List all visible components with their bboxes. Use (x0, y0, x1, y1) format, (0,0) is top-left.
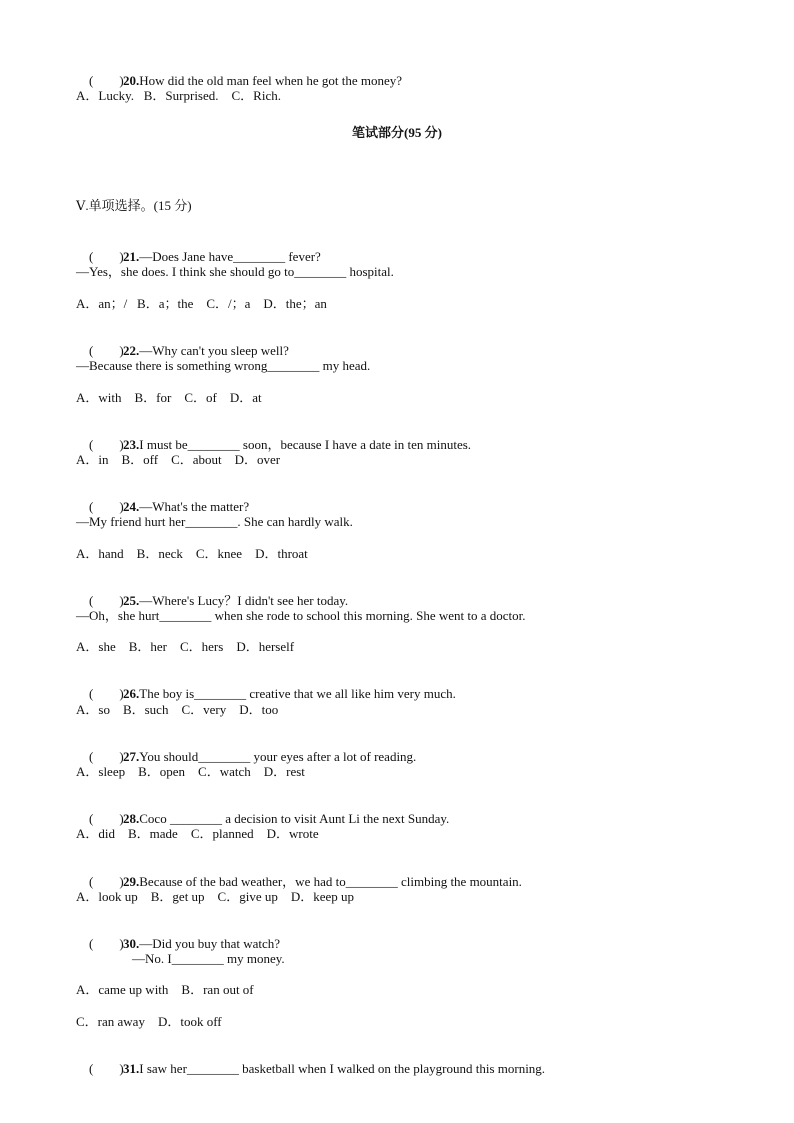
question-number: 20. (123, 73, 140, 88)
answer-bracket[interactable]: ( ) (89, 343, 124, 358)
answer-bracket[interactable]: ( ) (89, 437, 124, 452)
question-number: 25. (123, 593, 140, 608)
question-text: How did the old man feel when he got the money? (139, 73, 403, 88)
question-text: The boy is________ creative that we all like him very much. (139, 686, 456, 701)
answer-bracket[interactable]: ( ) (89, 874, 124, 889)
options-27: A．sleep B．open C．watch D．rest (76, 764, 305, 779)
question-21-reply: —Yes，she does. I think she should go to________ hospital. (76, 264, 394, 279)
question-text: —Did you buy that watch? (139, 936, 281, 951)
answer-bracket[interactable]: ( ) (89, 73, 124, 88)
question-text: Coco ________ a decision to visit Aunt Li the next Sunday. (139, 811, 450, 826)
options-21: A．an；/ B．a；the C．/；a D．the；an (76, 296, 327, 311)
options-23: A．in B．off C．about D．over (76, 452, 281, 467)
question-number: 31. (123, 1061, 140, 1076)
question-text: —What's the matter? (139, 499, 250, 514)
question-text: Because of the bad weather，we had to________ climbing the mountain. (139, 874, 522, 889)
section-5-heading: Ⅴ.单项选择。(15 分) (76, 198, 192, 213)
options-30-row-1: A．came up with B．ran out of (76, 982, 254, 997)
question-25-reply: —Oh，she hurt________ when she rode to school this morning. She went to a doctor. (76, 608, 526, 623)
options-26: A．so B．such C．very D．too (76, 702, 279, 717)
options-28: A．did B．made C．planned D．wrote (76, 826, 319, 841)
question-text: —Why can't you sleep well? (139, 343, 289, 358)
options-30-row-2: C．ran away D．took off (76, 1014, 222, 1029)
question-31 (76, 1045, 545, 1093)
answer-bracket[interactable]: ( ) (89, 686, 124, 701)
question-text: —Does Jane have________ fever? (139, 249, 321, 264)
answer-bracket[interactable]: ( ) (89, 811, 124, 826)
options-29: A．look up B．get up C．give up D．keep up (76, 889, 355, 904)
question-number: 22. (123, 343, 140, 358)
question-number: 28. (123, 811, 140, 826)
options-24: A．hand B．neck C．knee D．throat (76, 546, 308, 561)
answer-bracket[interactable]: ( ) (89, 499, 124, 514)
question-number: 29. (123, 874, 140, 889)
question-number: 30. (123, 936, 140, 951)
answer-bracket[interactable]: ( ) (89, 749, 124, 764)
options-25: A．she B．her C．hers D．herself (76, 639, 295, 654)
answer-bracket[interactable]: ( ) (89, 1061, 124, 1076)
question-number: 27. (123, 749, 140, 764)
answer-bracket[interactable]: ( ) (89, 936, 124, 951)
question-text: You should________ your eyes after a lot of reading. (139, 749, 417, 764)
question-text: I must be________ soon，because I have a date in ten minutes. (139, 437, 472, 452)
written-section-heading: 笔试部分(95 分) (352, 125, 442, 140)
question-number: 26. (123, 686, 140, 701)
question-24-reply: —My friend hurt her________. She can hardly walk. (76, 514, 353, 529)
question-number: 21. (123, 249, 140, 264)
options-22: A．with B．for C．of D．at (76, 390, 262, 405)
question-22-reply: —Because there is something wrong________ my head. (76, 358, 371, 373)
answer-bracket[interactable]: ( ) (89, 249, 124, 264)
question-number: 23. (123, 437, 140, 452)
answer-bracket[interactable]: ( ) (89, 593, 124, 608)
question-number: 24. (123, 499, 140, 514)
question-text: —Where's Lucy？I didn't see her today. (139, 593, 349, 608)
question-text: I saw her________ basketball when I walked on the playground this morning. (139, 1061, 546, 1076)
question-30-reply: —No. I________ my money. (132, 951, 285, 966)
options-20: A．Lucky. B．Surprised. C．Rich. (76, 88, 281, 103)
